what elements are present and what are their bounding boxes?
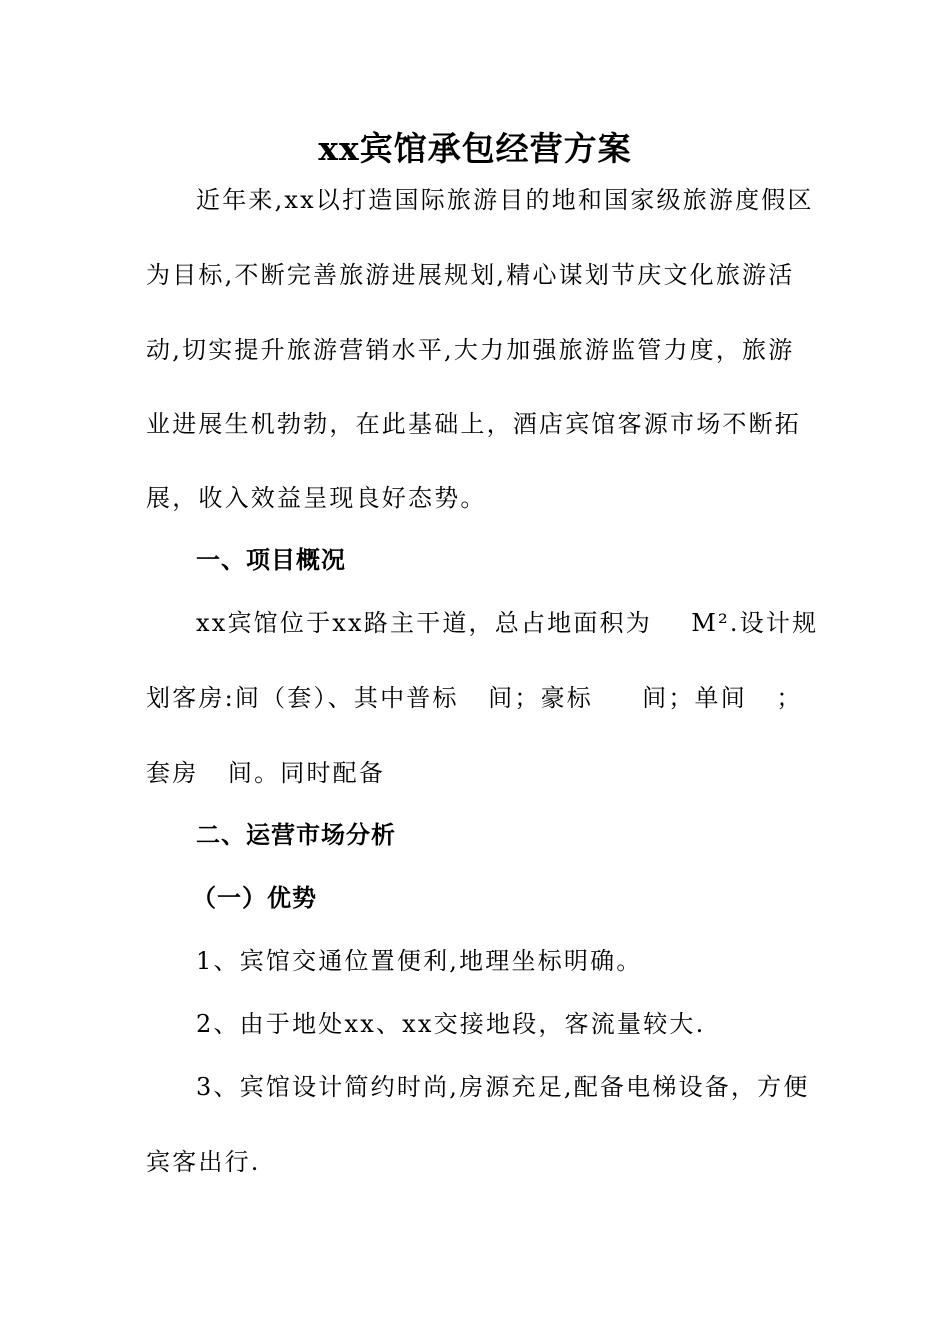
section-heading-project-overview: 一、项目概况 [196,545,346,574]
intro-line-2: 为目标,不断完善旅游进展规划,精心谋划节庆文化旅游活 [146,261,795,289]
intro-line-5: 展，收入效益呈现良好态势。 [146,484,487,512]
advantage-item-3-continued: 宾客出行. [146,1148,261,1176]
sub-heading-advantages: （一）优势 [192,883,317,912]
advantage-item-1: 1、宾馆交通位置便利,地理坐标明确。 [196,947,643,975]
intro-line-1: 近年来,xx以打造国际旅游目的地和国家级旅游度假区 [196,186,814,214]
overview-line-3: 套房 间。同时配备 [146,759,386,787]
intro-line-3: 动,切实提升旅游营销水平,大力加强旅游监管力度，旅游 [146,336,795,364]
document-title: xx宾馆承包经营方案 [318,129,632,168]
section-heading-market-analysis: 二、运营市场分析 [196,820,396,849]
advantage-item-3: 3、宾馆设计简约时尚,房源充足,配备电梯设备，方便 [196,1073,810,1101]
intro-line-4: 业进展生机勃勃，在此基础上，酒店宾馆客源市场不断拓 [146,410,801,438]
overview-line-1: xx宾馆位于xx路主干道，总占地面积为 M².设计规 [196,609,819,637]
advantage-item-2: 2、由于地处xx、xx交接地段，客流量较大. [196,1010,706,1038]
overview-line-2: 划客房:间（套）、其中普标 间；豪标 间；单间 ； [146,684,803,712]
